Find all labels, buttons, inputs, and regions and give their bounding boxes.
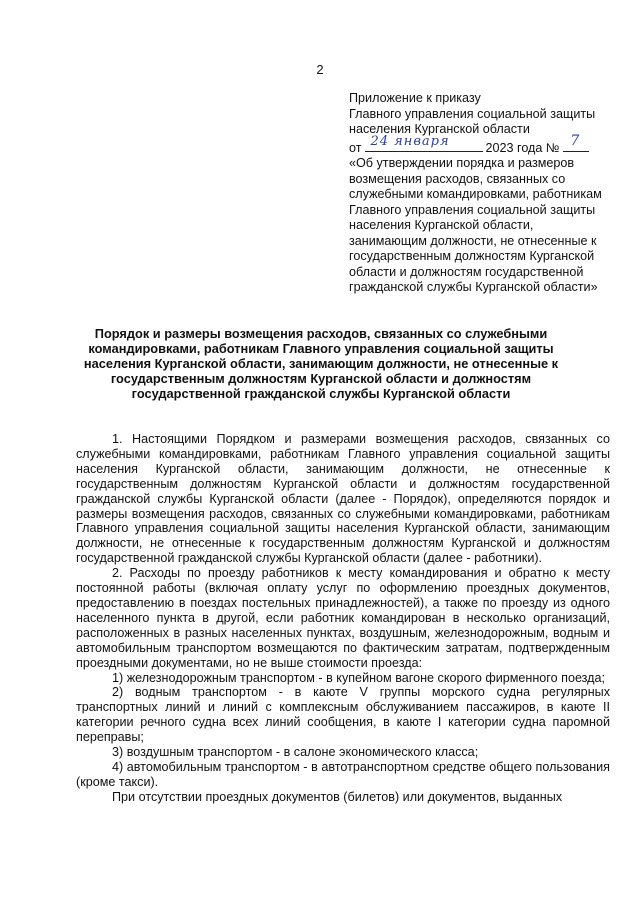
list-item-auto: 4) автомобильным транспортом - в автотранспортном средстве общего пользования (кроме такси).: [76, 759, 610, 789]
document-body: [76, 432, 610, 805]
order-number-field: [563, 133, 589, 152]
order-year: 2023 года №: [485, 140, 560, 155]
list-item-air: 3) воздушным транспортом - в салоне экономического класса;: [112, 745, 479, 760]
paragraph-1: 1. Настоящими Порядком и размерами возмещения расходов, связанных со служебными командировками, работникам Главного управления социальной защиты населения Курганской области, занимающим должности, не отнесенные к государственным должностям Курганской области и должностям государственной гражданской службы Курганской области (далее - Порядок), определяются порядок и размеры возмещения расходов, связанных со служебными командировками, работникам Главного управления социальной защиты населения Курганской области, занимающим должности, не отнесенные к государственным должностям Курганской и должностям государственной гражданской службы Курганской области (далее - работники).: [76, 432, 610, 566]
order-date-line: [349, 133, 611, 157]
order-prefix: от: [349, 140, 362, 155]
appendix-line-3: населения Курганской области: [349, 122, 530, 136]
paragraph-2: 2. Расходы по проезду работников к месту командирования и обратно к месту постоянной работы (включая оплату услуг по оформлению проездных документов, предоставлению в поездах постельных принадлежностей), а также по проезду из одного населенного пункта в другой, если работник командирован в несколько организаций, расположенных в разных населенных пунктах, воздушным, железнодорожным, водным и автомобильным транспортом возмещаются по фактическим затратам, подтвержденным проездными документами, но не выше стоимости проезда:: [76, 566, 610, 670]
appendix-line-1: Приложение к приказу: [349, 91, 481, 105]
appendix-header: [349, 91, 611, 296]
order-date-field: [365, 134, 483, 152]
page-number: 2: [316, 62, 324, 77]
order-date-handwritten: 24 января: [370, 134, 450, 149]
paragraph-3: При отсутствии проездных документов (билетов) или документов, выданных: [112, 789, 563, 804]
list-item-water: 2) водным транспортом - в каюте V группы морского судна регулярных транспортных линий и линий с комплексным обслуживанием пассажиров, в каюте II категории речного судна всех линий сообщения, в каюте I категории судна паромной переправы;: [76, 685, 610, 745]
order-subject: «Об утверждении порядка и размеров возмещения расходов, связанных со служебными командировками, работникам Главного управления социальной защиты населения Курганской области, занимающим должности, не отнесенные к государственным должностям Курганской области и должностям государственной гражданской службы Курганской области»: [349, 156, 602, 294]
document-title: Порядок и размеры возмещения расходов, связанных со служебными командировками, работникам Главного управления социальной защиты населения Курганской области, занимающим должности, не отнесенные к государственным должностям Курганской области и должностям государственной гражданской службы Курганской области: [83, 326, 559, 401]
appendix-line-2: Главного управления социальной защиты: [349, 106, 596, 121]
order-number-handwritten: 7: [570, 133, 581, 149]
list-item-rail: 1) железнодорожным транспортом - в купейном вагоне скорого фирменного поезда;: [112, 670, 606, 685]
